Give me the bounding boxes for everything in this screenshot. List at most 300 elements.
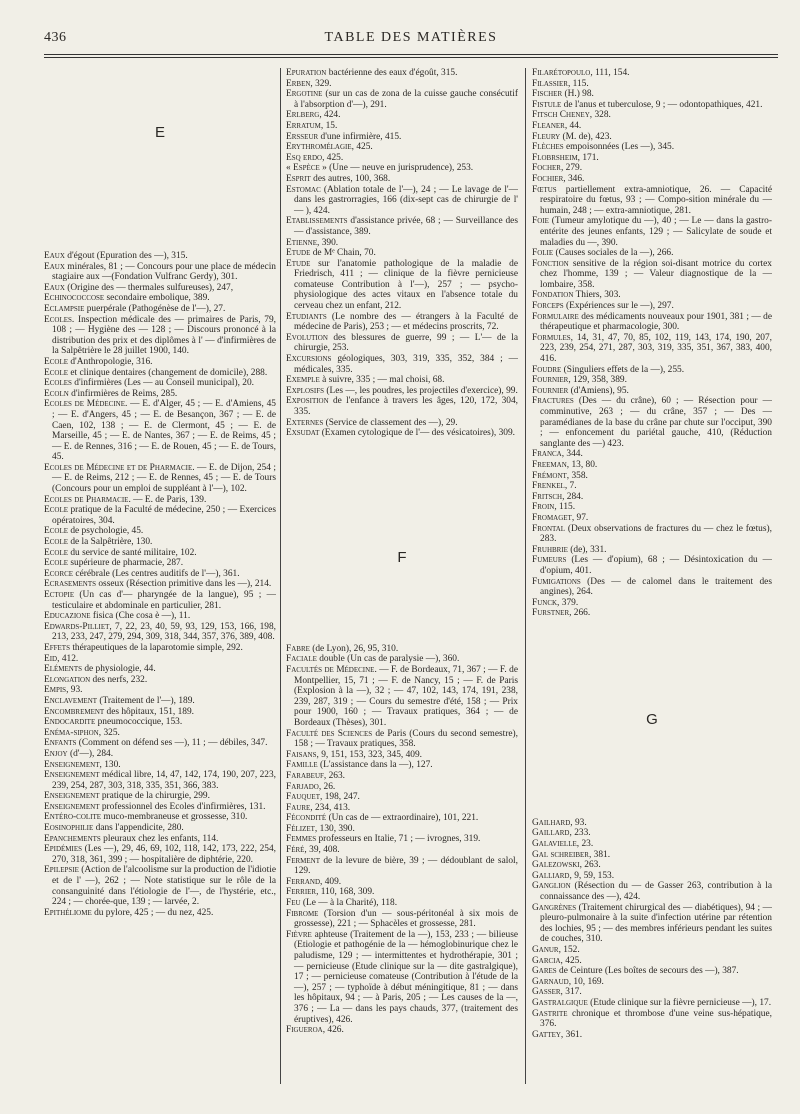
index-entry xyxy=(532,163,772,174)
entry-headword: Fauquet, xyxy=(286,792,323,803)
entry-text: 23. xyxy=(579,839,594,850)
entry-headword: Foudre xyxy=(532,364,562,375)
entry-headword: Exposition xyxy=(286,396,329,407)
entry-headword: Farjado, xyxy=(286,781,322,792)
index-entry xyxy=(44,749,276,760)
entry-text: 284. xyxy=(564,491,584,502)
entry-headword: Ergotine xyxy=(286,89,323,100)
header-rule xyxy=(44,57,778,58)
entry-text: 358. xyxy=(569,470,588,481)
index-entry xyxy=(44,675,276,686)
entry-headword: Galliard, xyxy=(532,870,572,881)
entry-headword: Eaux xyxy=(44,261,65,272)
index-entry xyxy=(44,760,276,771)
entry-text: 390. xyxy=(319,237,339,248)
entry-headword: Enéma-siphon, xyxy=(44,727,102,738)
index-entry xyxy=(44,357,276,368)
entry-text: (sur un cas de zona de la cuisse gauche consécutif à l'absorption d'—), 291. xyxy=(294,89,518,110)
entry-text: (Les — d'opium), 68 ; — Désintoxication du — d'opium, 401. xyxy=(540,555,772,576)
entry-headword: Figueroa, xyxy=(286,1025,326,1036)
entry-headword: Exemple xyxy=(286,375,320,386)
entry-text: des médicaments nouveaux pour 1901, 381 ; — de thérapeutique et pharmacologie, 300. xyxy=(540,311,772,333)
entry-text: chronique et thrombose d'une veine sus-hépatique, 376. xyxy=(540,1008,772,1030)
entry-text: (Des — de calomel dans le traitement des angines), 264. xyxy=(540,576,772,598)
index-entry xyxy=(532,545,772,556)
entry-headword: Frenkel, xyxy=(532,481,568,492)
index-entry xyxy=(44,590,276,611)
entry-headword: Ecoles de Médecine et de Pharmacie. xyxy=(44,462,195,473)
index-entry xyxy=(286,750,518,761)
entry-headword: Entéro-colite xyxy=(44,812,102,823)
entry-headword: Ecole xyxy=(44,505,69,516)
entry-text: secondaire embolique, 389. xyxy=(104,293,210,304)
entry-headword: Erlberg, xyxy=(286,110,322,121)
entry-text: 425. xyxy=(353,142,373,153)
entry-text: partiellement extra-amniotique, 26. — Capacité respiratoire du fœtus, 93 ; — Compo-sition minérale du — humain, 248 ; — extra-amniotique, 281. xyxy=(540,184,772,216)
index-entry xyxy=(532,903,772,945)
entry-text: thérapeutiques de la laparotomie simple, 292. xyxy=(69,642,243,653)
entry-text: double (Un cas de paralysie —), 360. xyxy=(316,654,460,665)
entry-text: à suivre, 335 ; — mal choisi, 68. xyxy=(319,375,445,386)
index-entry xyxy=(286,110,518,121)
entry-headword: Esq erdo, xyxy=(286,152,325,163)
index-entry xyxy=(532,502,772,513)
index-entry xyxy=(286,729,518,750)
entry-headword: Faure, xyxy=(286,802,313,813)
entry-headword: Ecole xyxy=(44,367,69,378)
index-entry xyxy=(286,760,518,771)
entry-text: — E. d'Alger, 45 ; — E. d'Amiens, 45 ; — E. d'Angers, 45 ; — E. de Besançon, 367 ; — E. de Caen, 102, 138 ; — E. de Clermont, 45 ; — E. de Marseille, 45 ; — E. de Nantes, 367 ; — E. de Reims, 45 ; — E. de Rennes, 316 ; — E. de Rouen, 45 ; — E. de Tours, 45. xyxy=(52,399,276,463)
index-entry xyxy=(532,460,772,471)
entry-headword: Fritsch, xyxy=(532,491,565,502)
section-letter: F xyxy=(397,548,407,566)
index-entry xyxy=(44,315,276,357)
index-entry xyxy=(44,293,276,304)
entry-headword: Erratum, xyxy=(286,120,324,131)
index-entry xyxy=(286,644,518,655)
entry-headword: Fitsch Cheney, xyxy=(532,110,593,121)
index-entry xyxy=(44,526,276,537)
entry-text: 115. xyxy=(570,78,589,89)
index-entry xyxy=(286,803,518,814)
index-entry xyxy=(286,68,518,79)
entry-headword: Famille xyxy=(286,760,318,771)
entry-text: 171. xyxy=(580,152,599,163)
index-entry xyxy=(44,865,276,907)
entry-headword: Fœtus xyxy=(532,184,557,195)
entry-text: osseux (Résection primitive dans les —), 214. xyxy=(96,579,272,590)
entry-headword: Enjoy xyxy=(44,748,68,759)
entry-text: (Etude clinique sur la fièvre pernicieuse —), 17. xyxy=(587,997,772,1008)
header-rule xyxy=(44,54,778,55)
index-entry xyxy=(44,643,276,654)
entry-headword: Faisans, xyxy=(286,749,319,760)
entry-text: (Ablation totale de l'—), 24 ; — Le lavage de l'— dans les gastrorragies, 166 (dix-sept cas de chirurgie de l' — ), 424. xyxy=(294,184,518,216)
entry-headword: Etablissements xyxy=(286,216,348,227)
entry-text: 425. xyxy=(562,955,582,966)
entry-headword: Gasser, xyxy=(532,987,563,998)
entry-headword: Gastrite xyxy=(532,1008,568,1019)
index-entry xyxy=(286,142,518,153)
entry-headword: Ersseur xyxy=(286,131,319,142)
entry-headword: Funck, xyxy=(532,597,560,608)
entry-headword: Folie xyxy=(532,248,554,259)
entry-text: 110, 168, 309. xyxy=(318,887,375,898)
entry-headword: Fistule xyxy=(532,99,562,110)
entry-text: (Les —), 29, 46, 69, 102, 118, 142, 173, 222, 254, 270, 318, 361, 399 ; — hospitalière de diphtérie, 220. xyxy=(52,844,276,865)
entry-text: cérébrale (Les centres auditifs de l'—), 361. xyxy=(73,568,240,579)
index-entry xyxy=(44,558,276,569)
entry-text: d'assistance privée, 68 ; — Surveillance des — d'assistance, 389. xyxy=(294,216,518,237)
entry-text: (L'assistance dans la —), 127. xyxy=(317,760,433,771)
entry-headword: Fibrome xyxy=(286,908,319,919)
index-entry xyxy=(532,818,772,829)
index-entry xyxy=(532,513,772,524)
entry-text: 424. xyxy=(321,110,341,121)
entry-text: (Des — du crâne), 60 ; — Résection pour — comminutive, 263 ; — du crâne, 357 ; — Des — paramédianes de la base du crâne par chute sur l'occiput, 390 ; — enfoncement du pariétal gauche, 410, (Réduction sanglante des —) 423. xyxy=(540,396,772,449)
entry-text: 266. xyxy=(571,608,591,619)
index-entry xyxy=(44,834,276,845)
index-entry xyxy=(44,791,276,802)
entry-headword: Frontal xyxy=(532,523,566,534)
index-entry xyxy=(44,378,276,389)
index-entry xyxy=(532,1030,772,1041)
entry-text: 152. xyxy=(560,945,580,955)
index-entry xyxy=(532,881,772,902)
column-divider xyxy=(280,68,281,1084)
entry-headword: Faculté des Sciences xyxy=(286,728,373,739)
entry-text: 93. xyxy=(68,685,83,696)
entry-text: (Traitement chirurgical des — diabétiques), 94 ; — pleuro-pulmonaire à la suite d'infection utérine par rétention des lochies, 95 ; — des membres inférieurs pendant les suites de couches, 310. xyxy=(540,902,772,945)
page-number: 436 xyxy=(44,30,67,45)
entry-headword: Educazione xyxy=(44,611,91,622)
entry-text: de physiologie, 44. xyxy=(82,664,156,675)
entry-headword: Erythromélagie, xyxy=(286,142,354,153)
index-entry xyxy=(44,770,276,791)
index-entry xyxy=(532,185,772,217)
entry-text: 39, 408. xyxy=(306,845,340,856)
entry-headword: Fleury xyxy=(532,131,561,142)
entry-headword: Femmes xyxy=(286,834,317,845)
entry-headword: Eclampsie xyxy=(44,303,85,314)
index-entry xyxy=(44,579,276,590)
index-entry xyxy=(44,654,276,665)
index-entry xyxy=(532,956,772,967)
entry-headword: Frémont, xyxy=(532,470,570,481)
entry-headword: Enclavement xyxy=(44,695,98,706)
entry-text: d'une infirmière, 415. xyxy=(318,131,402,142)
index-entry xyxy=(286,845,518,856)
entry-text: 234, 413. xyxy=(312,802,351,813)
index-entry xyxy=(532,839,772,850)
entry-text: 13, 80. xyxy=(569,459,598,470)
entry-text: (Origine des — thermales sulfureuses), 247, xyxy=(64,282,234,293)
entry-text: (Action de l'alcoolisme sur la production de l'idiotie et de l' —), 262 ; — Note statistique sur le rôle de la consanguinité dans l'étiologie de l'—, de l'hystérie, etc., 224 ; — chorée-que, 139 ; — larvée, 2. xyxy=(52,865,276,908)
index-entry xyxy=(532,492,772,503)
entry-headword: Eaux xyxy=(44,251,65,261)
entry-headword: Ecoles. xyxy=(44,314,75,325)
entry-headword: Garcia, xyxy=(532,955,563,966)
index-entry xyxy=(286,312,518,333)
entry-text: 97. xyxy=(574,512,589,523)
index-entry xyxy=(286,887,518,898)
entry-text: Thiers, 303. xyxy=(573,290,621,301)
index-entry xyxy=(532,977,772,988)
entry-text: du pylore, 425 ; — du nez, 425. xyxy=(91,907,214,918)
index-entry xyxy=(44,738,276,749)
entry-text: 325. xyxy=(101,727,120,738)
entry-text: 263. xyxy=(326,770,345,781)
entry-text: 279. xyxy=(563,163,583,174)
entry-text: (Service de classement des —), 29. xyxy=(323,417,458,428)
entry-headword: Fractures xyxy=(532,396,574,407)
index-entry xyxy=(532,333,772,365)
entry-headword: Fournier xyxy=(532,385,569,396)
entry-text: minérales, 81 ; — Concours pour une place de médecin stagiaire aux —(Fondation Vulfranc Gerdy), 301. xyxy=(52,261,276,283)
entry-text: (Une — neuve en jurisprudence), 253. xyxy=(326,163,474,174)
index-entry xyxy=(44,717,276,728)
index-entry xyxy=(44,283,276,294)
index-entry xyxy=(44,251,276,262)
entry-text: (Examen cytologique de l'— des vésicatoires), 309. xyxy=(319,428,515,439)
entry-text: (Traitement de l'—), 189. xyxy=(97,695,195,706)
entry-headword: Formules, xyxy=(532,332,574,343)
entry-text: 14, 31, 47, 70, 85, 102, 119, 143, 174, 190, 207, 223, 239, 254, 271, 287, 303, 319, 335, 351, 367, 383, 400, 416. xyxy=(540,332,772,365)
entry-headword: Epithéliome xyxy=(44,907,92,918)
index-entry xyxy=(44,569,276,580)
entry-text: d'égout (Epuration des —), 315. xyxy=(64,251,188,261)
entry-text: pratique de la chirurgie, 299. xyxy=(99,791,210,802)
index-entry xyxy=(532,301,772,312)
entry-text: 7, 22, 23, 40, 59, 93, 129, 153, 166, 198, 213, 233, 247, 279, 294, 309, 318, 344, 357, 376, 389, 408. xyxy=(52,621,276,643)
index-entry xyxy=(286,771,518,782)
entry-text: 7. xyxy=(567,481,577,492)
entry-text: 130. xyxy=(101,759,121,770)
entry-headword: Epilepsie xyxy=(44,865,79,876)
entry-headword: « Espèce » xyxy=(286,163,327,174)
entry-text: (H.) 98. xyxy=(562,89,594,100)
entry-text: 115. xyxy=(556,502,576,513)
entry-text: (Le — à la Charité), 118. xyxy=(300,898,398,909)
entry-headword: Fumigations xyxy=(532,576,581,587)
entry-text: 9, 59, 153. xyxy=(571,870,615,881)
entry-text: (Un cas d'— pharyngée de la langue), 95 ; — testiculaire et abdominale en particulier, 281. xyxy=(52,590,276,611)
index-entry xyxy=(44,664,276,675)
entry-headword: Ferment xyxy=(286,855,320,866)
index-entry xyxy=(44,548,276,559)
entry-headword: Filassier, xyxy=(532,78,571,89)
index-entry xyxy=(44,368,276,379)
entry-headword: Gaillard, xyxy=(532,828,572,839)
index-entry xyxy=(286,396,518,417)
entry-headword: Epidémies xyxy=(44,844,83,855)
index-entry xyxy=(286,909,518,930)
entry-text: dans l'appendicite, 280. xyxy=(93,823,184,834)
entry-headword: Facultés de Médecine. xyxy=(286,664,377,675)
entry-headword: Estomac xyxy=(286,184,321,195)
entry-text: 9, 151, 153, 323, 345, 409. xyxy=(318,749,422,760)
entry-headword: Gailhard, xyxy=(532,817,573,828)
index-entry xyxy=(532,577,772,598)
entry-text: fisica (Che cosa è —), 11. xyxy=(90,611,191,622)
index-entry xyxy=(44,389,276,400)
index-entry xyxy=(532,860,772,871)
entry-text: pleuraux chez les enfants, 114. xyxy=(100,833,219,844)
entry-headword: Feu xyxy=(286,898,301,909)
entry-headword: Féré, xyxy=(286,845,307,856)
entry-headword: Edwards-Pilliet, xyxy=(44,621,112,632)
entry-text: (Causes sociales de la —), 266. xyxy=(553,248,674,259)
index-entry xyxy=(286,813,518,824)
entry-headword: Ecole xyxy=(44,356,69,367)
entry-text: de psychologie, 45. xyxy=(68,526,144,537)
index-entry xyxy=(532,174,772,185)
entry-headword: Ecole xyxy=(44,547,69,558)
entry-headword: Focher, xyxy=(532,163,564,174)
entry-text: des autres, 100, 368. xyxy=(310,173,391,184)
index-entry xyxy=(286,428,518,439)
index-entry xyxy=(286,89,518,110)
entry-text: — E. de Dijon, 254 ; — E. de Reims, 212 ; — E. de Rennes, 45 ; — E. de Tours (Concours pour un emploi de suppléant à l'—), 102. xyxy=(52,462,276,495)
entry-text: 425. xyxy=(324,152,344,163)
entry-headword: Enseignement xyxy=(44,770,100,781)
entry-headword: Formulaire xyxy=(532,311,579,322)
index-entry xyxy=(532,945,772,956)
entry-text: 233. xyxy=(571,828,591,839)
entry-headword: Ecole xyxy=(44,558,69,569)
entry-text: (Expériences sur le —), 297. xyxy=(563,301,674,312)
index-entry xyxy=(44,844,276,865)
entry-headword: Effets xyxy=(44,642,70,653)
entry-text: de la Salpêtrière, 130. xyxy=(68,537,153,548)
index-entry xyxy=(532,966,772,977)
entry-text: 93. xyxy=(572,817,587,828)
entry-headword: Ecoln xyxy=(44,388,69,399)
entry-headword: Ecoles de Médecine. xyxy=(44,399,128,410)
index-entry xyxy=(286,418,518,429)
entry-headword: Galezowski, xyxy=(532,860,582,871)
index-entry xyxy=(532,132,772,143)
entry-headword: Farabeuf, xyxy=(286,770,327,781)
index-entry xyxy=(286,132,518,143)
entry-text: (Le nombre des — étrangers à la Faculté de médecine de Paris), 253 ; — et médecins proscrits, 72. xyxy=(294,311,518,333)
index-entry xyxy=(532,871,772,882)
entry-headword: Enfants xyxy=(44,738,77,749)
index-column-right xyxy=(532,68,772,1094)
index-entry xyxy=(532,828,772,839)
entry-text: géologiques, 303, 319, 335, 352, 384 ; — médicales, 335. xyxy=(294,354,518,375)
index-entry xyxy=(286,782,518,793)
entry-headword: Fochier, xyxy=(532,173,566,184)
index-entry xyxy=(44,537,276,548)
entry-headword: Ecoles de Pharmacie. xyxy=(44,494,131,505)
index-entry xyxy=(532,987,772,998)
index-entry xyxy=(44,696,276,707)
entry-text: 111, 154. xyxy=(592,68,630,78)
entry-text: — F. de Bordeaux, 71, 367 ; — F. de Montpellier, 15, 71 ; — F. de Nancy, 15 ; — F. de Paris (Explosion à la —), 32 ; — 47, 102, 143, 174, 191, 238, 239, 287, 319 ; — Cours du semestre d'été, 158 ; — Prix pour 1900, 160 ; — Travaux pratiques, 364 ; — de Bordeaux (Thèses), 301. xyxy=(294,664,518,728)
entry-text: 130, 390. xyxy=(317,823,355,834)
index-entry xyxy=(286,248,518,259)
entry-text: des hôpitaux, 151, 189. xyxy=(104,706,195,717)
entry-headword: Epanchements xyxy=(44,833,101,844)
entry-text: (Tumeur amylotique du —), 40 ; — Le — dans la gastro-entérite des jeunes enfants, 129 ; — Salicylate de soude et maladies du —, 390. xyxy=(540,216,772,248)
entry-headword: Félizet, xyxy=(286,823,318,834)
index-entry xyxy=(532,375,772,386)
entry-headword: Etudiants xyxy=(286,311,327,322)
index-entry xyxy=(532,259,772,291)
index-entry xyxy=(286,856,518,877)
entry-text: 381. xyxy=(591,849,611,860)
index-entry xyxy=(286,79,518,90)
entry-text: (Torsion d'un — sous-péritonéal à six mois de grossesse), 221 ; — Sphacèles et grossesse, 281. xyxy=(294,908,518,930)
entry-text: (Un cas de — extraordinaire), 101, 221. xyxy=(326,813,479,824)
entry-headword: Filarétopoulo, xyxy=(532,68,593,78)
entry-text: et clinique dentaires (changement de domicile), 288. xyxy=(68,367,268,378)
index-entry xyxy=(44,495,276,506)
index-entry xyxy=(286,386,518,397)
entry-text: (d'—), 284. xyxy=(67,748,114,759)
index-entry xyxy=(532,312,772,333)
entry-text: d'Anthropologie, 316. xyxy=(68,356,153,367)
entry-headword: Epuration xyxy=(286,68,327,78)
entry-headword: Enseignement xyxy=(44,801,100,812)
index-entry xyxy=(532,555,772,576)
index-entry xyxy=(532,481,772,492)
index-entry xyxy=(532,386,772,397)
entry-text: (Singuliers effets de la —), 255. xyxy=(561,364,685,375)
index-entry xyxy=(286,1025,518,1036)
entry-text: (Comment on défend ses —), 11 ; — débiles, 347. xyxy=(76,738,268,749)
entry-text: bactérienne des eaux d'égoût, 315. xyxy=(326,68,458,78)
column-divider xyxy=(525,68,526,1084)
entry-text: des blessures de guerre, 99 ; — L'— de la chirurgie, 253. xyxy=(294,332,518,354)
entry-headword: Galavielle, xyxy=(532,839,580,850)
entry-text: 379. xyxy=(559,597,579,608)
entry-text: de Mᵉ Chain, 70. xyxy=(310,248,376,259)
index-entry xyxy=(44,399,276,463)
index-entry xyxy=(44,707,276,718)
entry-text: 263. xyxy=(581,860,601,871)
entry-headword: Ferrier, xyxy=(286,887,319,898)
index-column-left xyxy=(44,68,276,1094)
entry-text: d'infirmières (Les — au Conseil municipal), 20. xyxy=(71,378,255,389)
index-entry xyxy=(286,375,518,386)
entry-text: 412. xyxy=(59,653,79,664)
entry-text: du service de santé militaire, 102. xyxy=(68,547,197,558)
entry-headword: Erben, xyxy=(286,78,313,89)
entry-text: 361. xyxy=(563,1029,583,1040)
index-entry xyxy=(532,89,772,100)
entry-headword: Fromaget, xyxy=(532,512,575,523)
entry-text: 426. xyxy=(325,1025,344,1036)
index-entry xyxy=(532,79,772,90)
index-entry xyxy=(44,304,276,315)
entry-text: sur l'anatomie pathologique de la maladie de Friedrisch, 411 ; — clinique de la fièvre pernicieuse comateuse Contribution à l'—), 257 ; — psycho-physiologique des actes vitaux en l'absence totale du cerveau chez un enfant, 212. xyxy=(294,258,518,312)
entry-headword: Gal schreiber, xyxy=(532,849,592,860)
entry-headword: Fruhbrie xyxy=(532,544,568,555)
index-entry xyxy=(286,877,518,888)
index-entry xyxy=(44,505,276,526)
entry-headword: Excursions xyxy=(286,354,332,365)
entry-headword: Faciale xyxy=(286,654,317,665)
entry-headword: Explosifs xyxy=(286,385,325,396)
index-entry xyxy=(286,174,518,185)
entry-text: professionnel des Ecoles d'infirmières, 131. xyxy=(99,801,266,812)
index-entry xyxy=(532,850,772,861)
index-entry xyxy=(286,898,518,909)
entry-text: (de), 331. xyxy=(567,544,607,555)
entry-text: des nerfs, 232. xyxy=(90,674,148,685)
